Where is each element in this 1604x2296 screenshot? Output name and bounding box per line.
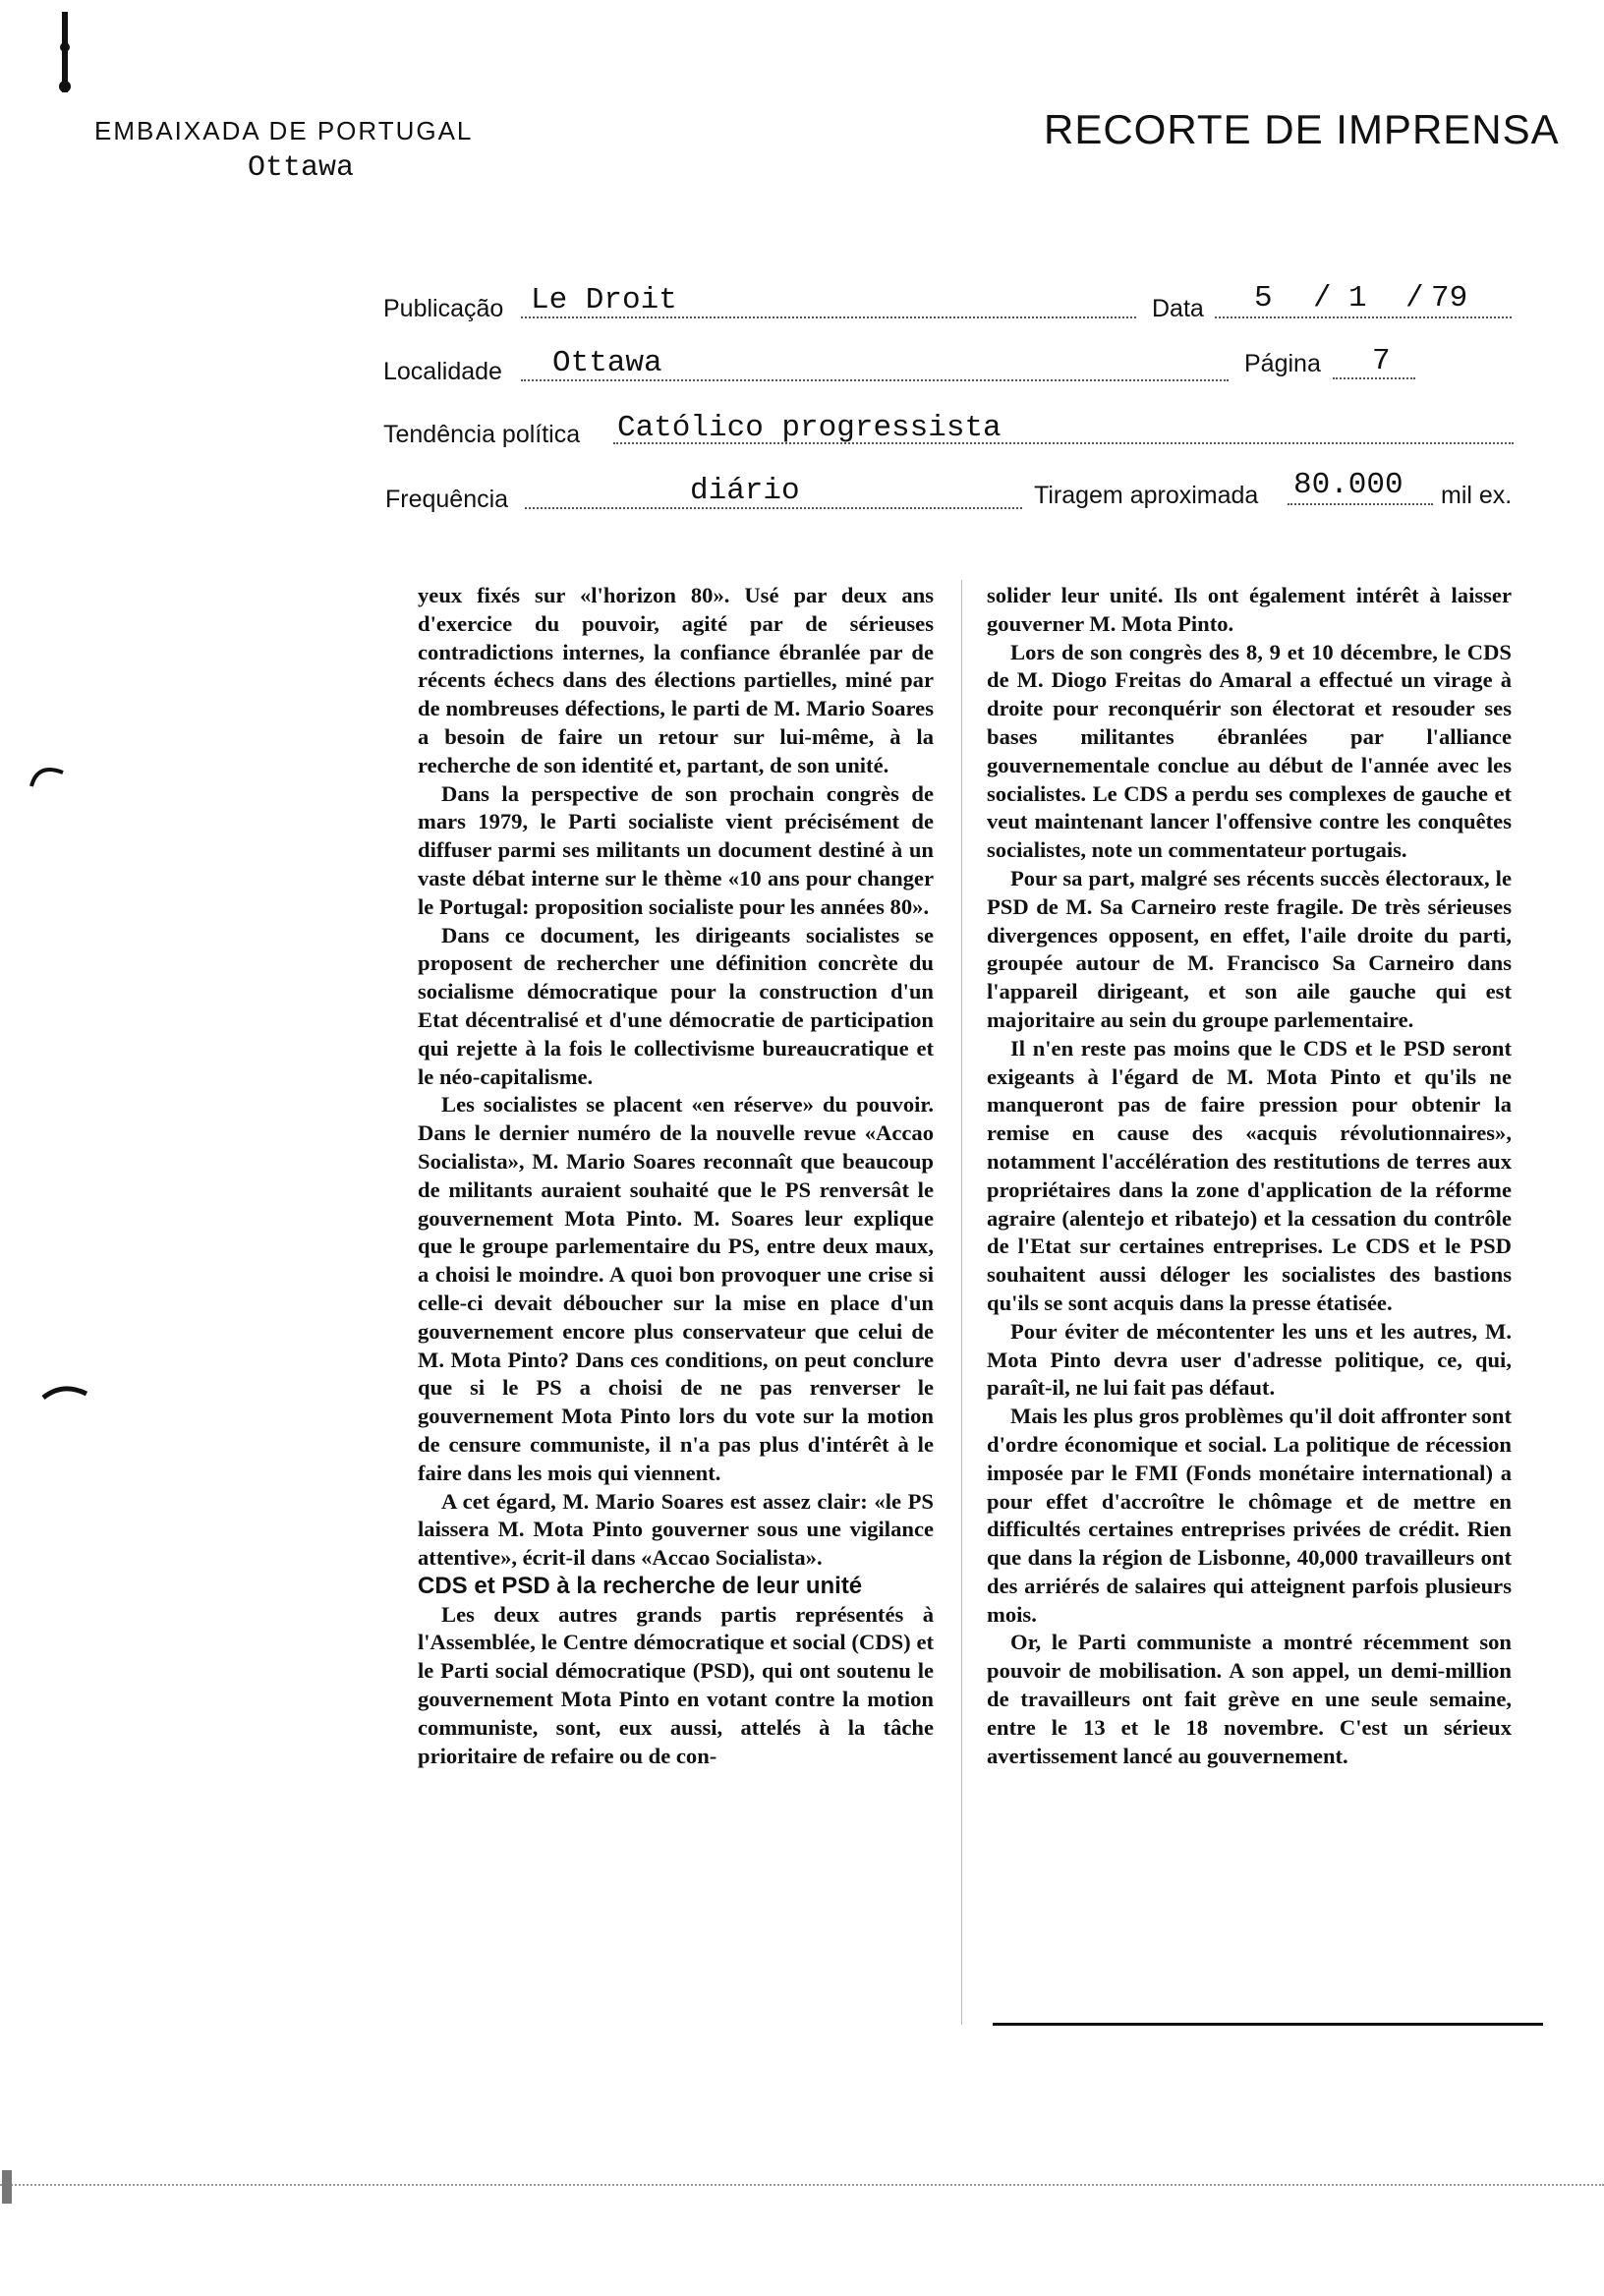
pagina-value: 7 [1372,344,1391,378]
margin-mark-icon [28,757,67,795]
document-title: RECORTE DE IMPRENSA [1044,106,1560,152]
tiragem-unit: mil ex. [1441,482,1513,509]
localidade-line [521,379,1229,381]
tendencia-label: Tendência política [383,421,581,448]
frequencia-label: Frequência [385,486,509,513]
data-month: 1 [1348,281,1367,316]
data-sep-2: / [1405,281,1424,316]
embassy-city: Ottawa [248,151,355,185]
data-sep-1: / [1313,281,1332,316]
frequencia-value: diário [690,474,800,508]
article-subheading: CDS et PSD à la recherche de leur unité [418,1572,863,1599]
tiragem-value: 80.000 [1293,468,1404,502]
column-divider [961,580,962,2025]
data-label: Data [1152,295,1204,322]
article-paragraph: Mais les plus gros problèmes qu'il doit affronter sont d'ordre économique et social. La politique de récession imposée par le FMI (Fonds monétaire international) a pour effet d'accroître le chômage et de mettre en difficultés certaines entreprises privées de crédit. Rien que dans la région de Lisbonne, 40,000 travailleurs ont des arriérés de salaires qui atteignent parfois plusieurs mois. [987,1404,1512,1627]
article-paragraph: Il n'en reste pas moins que le CDS et le PSD seront exigeants à l'égard de M. Mota Pinto et qu'ils ne manqueront pas de faire pression pour obtenir la remise en cause des «acquis révolutionnaires», notamment l'accélération des restitutions de terres aux propriétaires dans la zone d'application de la réforme agraire (alentejo et ribatejo) et la cessation du contrôle de l'Etat sur certaines entreprises. Le CDS et le PSD souhaitent aussi déloger les socialistes des bastions qu'ils se sont acquis dans la presse étatisée. [987,1035,1512,1315]
publicacao-label: Publicação [383,295,504,322]
localidade-label: Localidade [383,358,502,385]
data-day: 5 [1254,281,1273,316]
pagina-label: Página [1244,350,1321,377]
article-paragraph: A cet égard, M. Mario Soares est assez clair: «le PS laissera M. Mota Pinto gouverner sous une vigilance attentive», écrit-il dans «Accao Socialista». [418,1488,934,1571]
tiragem-label: Tiragem aproximada [1034,482,1259,509]
tendencia-line [613,442,1514,444]
frequencia-line [525,507,1022,509]
localidade-value: Ottawa [552,346,662,380]
article-end-rule [993,2023,1543,2026]
publicacao-line [521,316,1136,318]
article-paragraph: Dans la perspective de son prochain congrès de mars 1979, le Parti socialiste vient précisément de diffuser parmi ses militants un document destiné à un vaste débat interne sur le thème «10 ans pour changer le Portugal: proposition socialiste pour les années 80». [418,780,934,919]
article-paragraph: Dans ce document, les dirigeants socialistes se proposent de rechercher une définition concrète du socialisme démocratique pour la construction d'un Etat décentralisé et d'une démocratie de participation qui rejette à la fois le collectivisme bureaucratique et le néo-capitalisme. [418,922,934,1089]
tendencia-value: Católico progressista [617,411,1002,445]
paperclip-mark-icon [57,8,73,106]
article-paragraph: Lors de son congrès des 8, 9 et 10 décembre, le CDS de M. Diogo Freitas do Amaral a effectué un virage à droite pour reconquérir son électorat et resouder ses bases militantes ébranlées par l'alliance gouvernementale conclue au début de l'année avec les socialistes. Le CDS a perdu ses complexes de gauche et veut maintenant lancer l'offensive contre les conquêtes socialistes, note un commentateur portugais. [987,639,1512,863]
article-left-column [418,582,934,1770]
article-paragraph: Les deux autres grands partis représentés à l'Assemblée, le Centre démocratique et social (CDS) et le Parti social démocratique (PSD), qui ont soutenu le gouvernement Mota Pinto en votant contre la motion communiste, sont, eux aussi, attelés à la tâche prioritaire de refaire ou de con- [418,1601,934,1768]
scan-edge-line [0,2184,1604,2188]
tiragem-line [1288,503,1433,505]
article-paragraph: Pour sa part, malgré ses récents succès électoraux, le PSD de M. Sa Carneiro reste fragile. De très sérieuses divergences opposent, en effet, l'aile droite du parti, groupée autour de M. Francisco Sa Carneiro dans l'appareil dirigeant, et son aile gauche qui est majoritaire au sein du groupe parlementaire. [987,865,1512,1032]
pagina-line [1333,377,1415,379]
article-paragraph: yeux fixés sur «l'horizon 80». Usé par deux ans d'exercice du pouvoir, agité par de sérieuses contradictions internes, la confiance ébranlée par de récents échecs dans des élections partielles, miné par de nombreuses défections, le parti de M. Mario Soares a besoin de faire un retour sur lui-même, à la recherche de son identité et, partant, de son unité. [418,583,934,777]
article-paragraph: solider leur unité. Ils ont également intérêt à laisser gouverner M. Mota Pinto. [987,583,1512,636]
article-paragraph: Or, le Parti communiste a montré récemment son pouvoir de mobilisation. A son appel, un demi-million de travailleurs ont fait grève en une seule semaine, entre le 13 et le 18 novembre. C'est un sérieux avertissement lancé au gouvernement. [987,1630,1512,1768]
article-right-column [987,582,1512,1770]
article-paragraph: Pour éviter de mécontenter les uns et les autres, M. Mota Pinto devra user d'adresse politique, ce, qui, paraît-il, ne lui fait pas défaut. [987,1318,1512,1401]
scan-edge-mark [2,2170,12,2204]
article-paragraph: Les socialistes se placent «en réserve» du pouvoir. Dans le dernier numéro de la nouvelle revue «Accao Socialista», M. Mario Soares reconnaît que beaucoup de militants auraient souhaité que le PS renversât le gouvernement Mota Pinto. M. Soares leur explique que le groupe parlementaire du PS, entre deux maux, a choisi le moindre. A quoi bon provoquer une crise si celle-ci devait déboucher sur la mise en place d'un gouvernement encore plus conservateur que celui de M. Mota Pinto? Dans ces conditions, on peut conclure que si le PS a choisi de ne pas renverser le gouvernement Mota Pinto lors du vote sur la motion de censure communiste, il n'a pas plus d'intérêt à le faire dans les mois qui viennent. [418,1092,934,1485]
publicacao-value: Le Droit [531,283,677,317]
margin-mark-icon [39,1380,90,1410]
embassy-name: EMBAIXADA DE PORTUGAL [94,116,474,145]
data-year: 79 [1431,281,1468,316]
data-line [1215,316,1512,318]
